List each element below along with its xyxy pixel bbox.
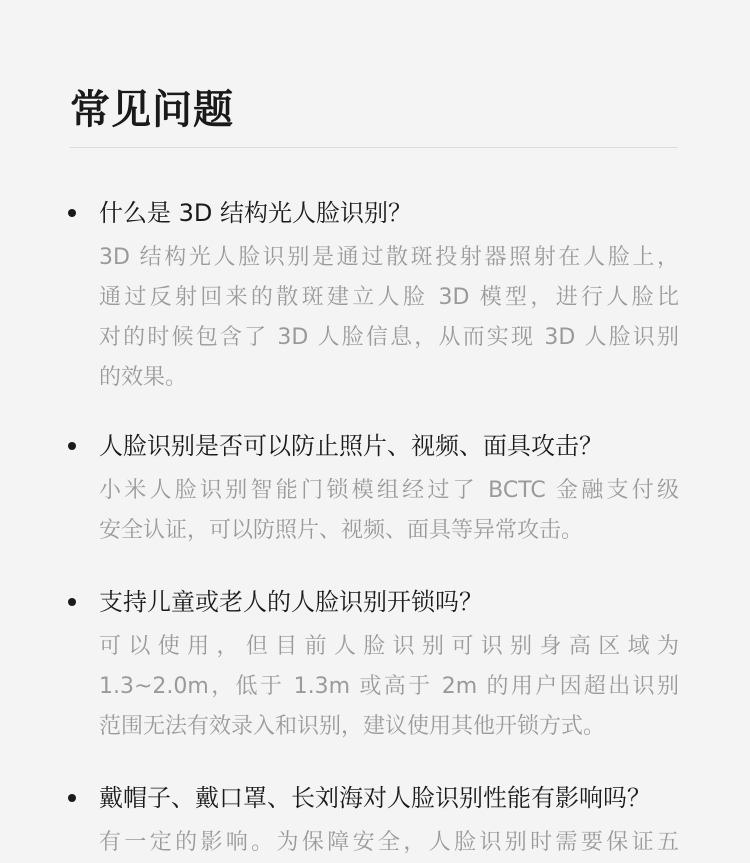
faq-answer-line: 的效果。 — [99, 365, 188, 390]
page-title: 常见问题 — [70, 87, 234, 133]
faq-answer — [99, 627, 679, 747]
faq-answer-line: 可以使用，但目前人脸识别可识别身高区域为 — [99, 634, 679, 659]
bullet-icon — [68, 442, 76, 450]
bullet-icon — [68, 794, 76, 802]
faq-answer — [99, 471, 679, 551]
faq-answer-line: 通过反射回来的散斑建立人脸 3D 模型，进行人脸比 — [99, 285, 679, 310]
faq-answer — [99, 823, 679, 863]
faq-question: 人脸识别是否可以防止照片、视频、面具攻击？ — [99, 432, 603, 460]
title-divider — [70, 147, 678, 148]
faq-answer-line: 3D 结构光人脸识别是通过散斑投射器照射在人脸上， — [99, 245, 679, 270]
bullet-icon — [68, 209, 76, 217]
faq-answer-line: 范围无法有效录入和识别，建议使用其他开锁方式。 — [99, 714, 606, 739]
faq-question: 戴帽子、戴口罩、长刘海对人脸识别性能有影响吗？ — [99, 784, 651, 812]
faq-answer-line: 有一定的影响。为保障安全，人脸识别时需要保证五 — [99, 830, 679, 855]
faq-answer — [99, 238, 679, 398]
faq-answer-line: 1.3~2.0m，低于 1.3m 或高于 2m 的用户因超出识别 — [99, 674, 679, 699]
faq-question: 什么是 3D 结构光人脸识别？ — [99, 199, 413, 227]
faq-answer-line: 安全认证，可以防照片、视频、面具等异常攻击。 — [99, 518, 584, 543]
faq-question: 支持儿童或老人的人脸识别开锁吗？ — [99, 588, 483, 616]
faq-answer-line: 小米人脸识别智能门锁模组经过了 BCTC 金融支付级 — [99, 478, 679, 503]
faq-answer-line: 对的时候包含了 3D 人脸信息，从而实现 3D 人脸识别 — [99, 325, 679, 350]
bullet-icon — [68, 598, 76, 606]
